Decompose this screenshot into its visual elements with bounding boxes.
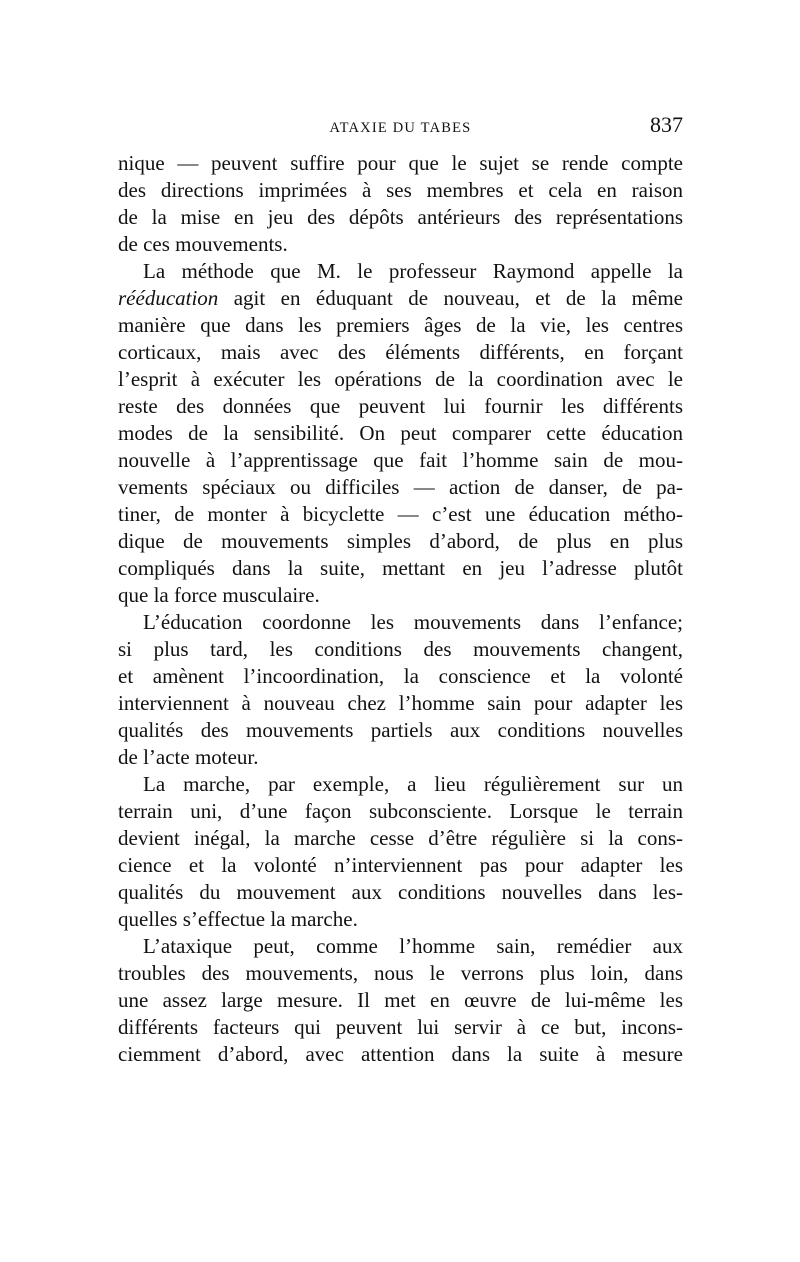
text-line: manière que dans les premiers âges de la vie, les centres: [118, 313, 683, 337]
text-line: modes de la sensibilité. On peut comparer cette éducation: [118, 421, 683, 445]
text-line: reste des données que peuvent lui fournir les différents: [118, 394, 683, 418]
text-line: qualités des mouvements partiels aux conditions nouvelles: [118, 718, 683, 742]
text-line: de l’acte moteur.: [118, 745, 259, 769]
text-line: corticaux, mais avec des éléments différents, en forçant: [118, 340, 683, 364]
text-line: terrain uni, d’une façon subconsciente. Lorsque le terrain: [118, 799, 683, 823]
text-line: et amènent l’incoordination, la conscience et la volonté: [118, 664, 683, 688]
page-number: 837: [650, 112, 683, 137]
text-line: cience et la volonté n’interviennent pas pour adapter les: [118, 853, 683, 877]
text-line: l’esprit à exécuter les opérations de la coordination avec le: [118, 367, 683, 391]
text-line: L’éducation coordonne les mouvements dans l’enfance;: [143, 610, 683, 634]
text-line: rééducation agit en éduquant de nouveau, et de la même: [118, 286, 683, 310]
text-line: nique — peuvent suffire pour que le sujet se rende compte: [118, 151, 683, 175]
text-line: quelles s’effectue la marche.: [118, 907, 358, 931]
text-line: si plus tard, les conditions des mouvements changent,: [118, 637, 683, 661]
text-line: de ces mouvements.: [118, 232, 288, 256]
text-line: L’ataxique peut, comme l’homme sain, remédier aux: [143, 934, 683, 958]
text-line: nouvelle à l’apprentissage que fait l’homme sain de mou-: [118, 448, 683, 472]
text-line: des directions imprimées à ses membres et cela en raison: [118, 178, 683, 202]
text-line: La marche, par exemple, a lieu régulièrement sur un: [143, 772, 683, 796]
text-line: troubles des mouvements, nous le verrons plus loin, dans: [118, 961, 683, 985]
text-line: devient inégal, la marche cesse d’être régulière si la cons-: [118, 826, 683, 850]
emphasized-term: rééducation: [118, 286, 219, 310]
text-line: qualités du mouvement aux conditions nouvelles dans les-: [118, 880, 683, 904]
text-line: tiner, de monter à bicyclette — c’est une éducation métho-: [118, 502, 683, 526]
text-line: interviennent à nouveau chez l’homme sain pour adapter les: [118, 691, 683, 715]
text-line: une assez large mesure. Il met en œuvre de lui-même les: [118, 988, 683, 1012]
text-line: de la mise en jeu des dépôts antérieurs des représentations: [118, 205, 683, 229]
text-line: La méthode que M. le professeur Raymond appelle la: [143, 259, 683, 283]
text-line: que la force musculaire.: [118, 583, 320, 607]
running-title: ATAXIE DU TABES: [329, 120, 472, 136]
text-line: compliqués dans la suite, mettant en jeu l’adresse plutôt: [118, 556, 683, 580]
text-line: ciemment d’abord, avec attention dans la suite à mesure: [118, 1042, 683, 1066]
text-line: différents facteurs qui peuvent lui servir à ce but, incons-: [118, 1015, 683, 1039]
running-head: [118, 112, 683, 142]
text-line: vements spéciaux ou difficiles — action de danser, de pa-: [118, 475, 683, 499]
body-text: [118, 150, 683, 1068]
text-line: dique de mouvements simples d’abord, de plus en plus: [118, 529, 683, 553]
